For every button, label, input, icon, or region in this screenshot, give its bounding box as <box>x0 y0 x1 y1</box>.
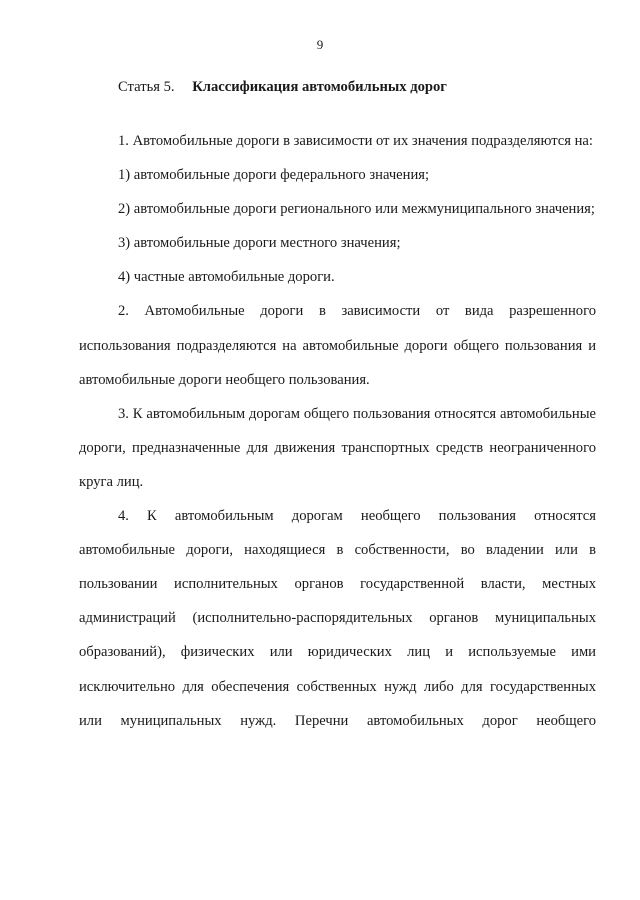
paragraph-3: 3. К автомобильным дорогам общего пользования относятся автомобильные дороги, предназначенные для движения транспортных средств неограниченного круга лиц. <box>79 405 596 490</box>
list-item-private: 4) частные автомобильные дороги. <box>118 269 335 286</box>
article-number: Статья 5. <box>118 79 175 95</box>
paragraph-1: 1. Автомобильные дороги в зависимости от их значения подразделяются на: <box>118 133 593 149</box>
paragraph-4: 4. К автомобильным дорогам необщего пользования относятся автомобильные дороги, находящиеся в собственности, во владении или в пользовании исполнительных органов государственной власти, местных администраций (исполнительно-распорядительных органов муниципальных образований), физических или юридических лиц и используемые ими исключительно для обеспечения собственных нужд либо для государственных или муниципальных нужд. Перечни автомобильных дорог необщего <box>79 508 596 729</box>
list-item-local: 3) автомобильные дороги местного значения; <box>118 235 401 252</box>
paragraph-2: 2. Автомобильные дороги в зависимости от вида разрешенного использования подразделяются на автомобильные дороги общего пользования и автомобильные дороги необщего пользования. <box>79 303 596 388</box>
list-item-federal: 1) автомобильные дороги федерального значения; <box>118 167 430 184</box>
article-title: Классификация автомобильных дорог <box>192 79 447 95</box>
article-body <box>79 124 596 738</box>
page-number: 9 <box>316 37 324 52</box>
list-item-regional: 2) автомобильные дороги регионального или межмуниципального значения; <box>118 201 595 218</box>
article-heading <box>118 78 447 96</box>
